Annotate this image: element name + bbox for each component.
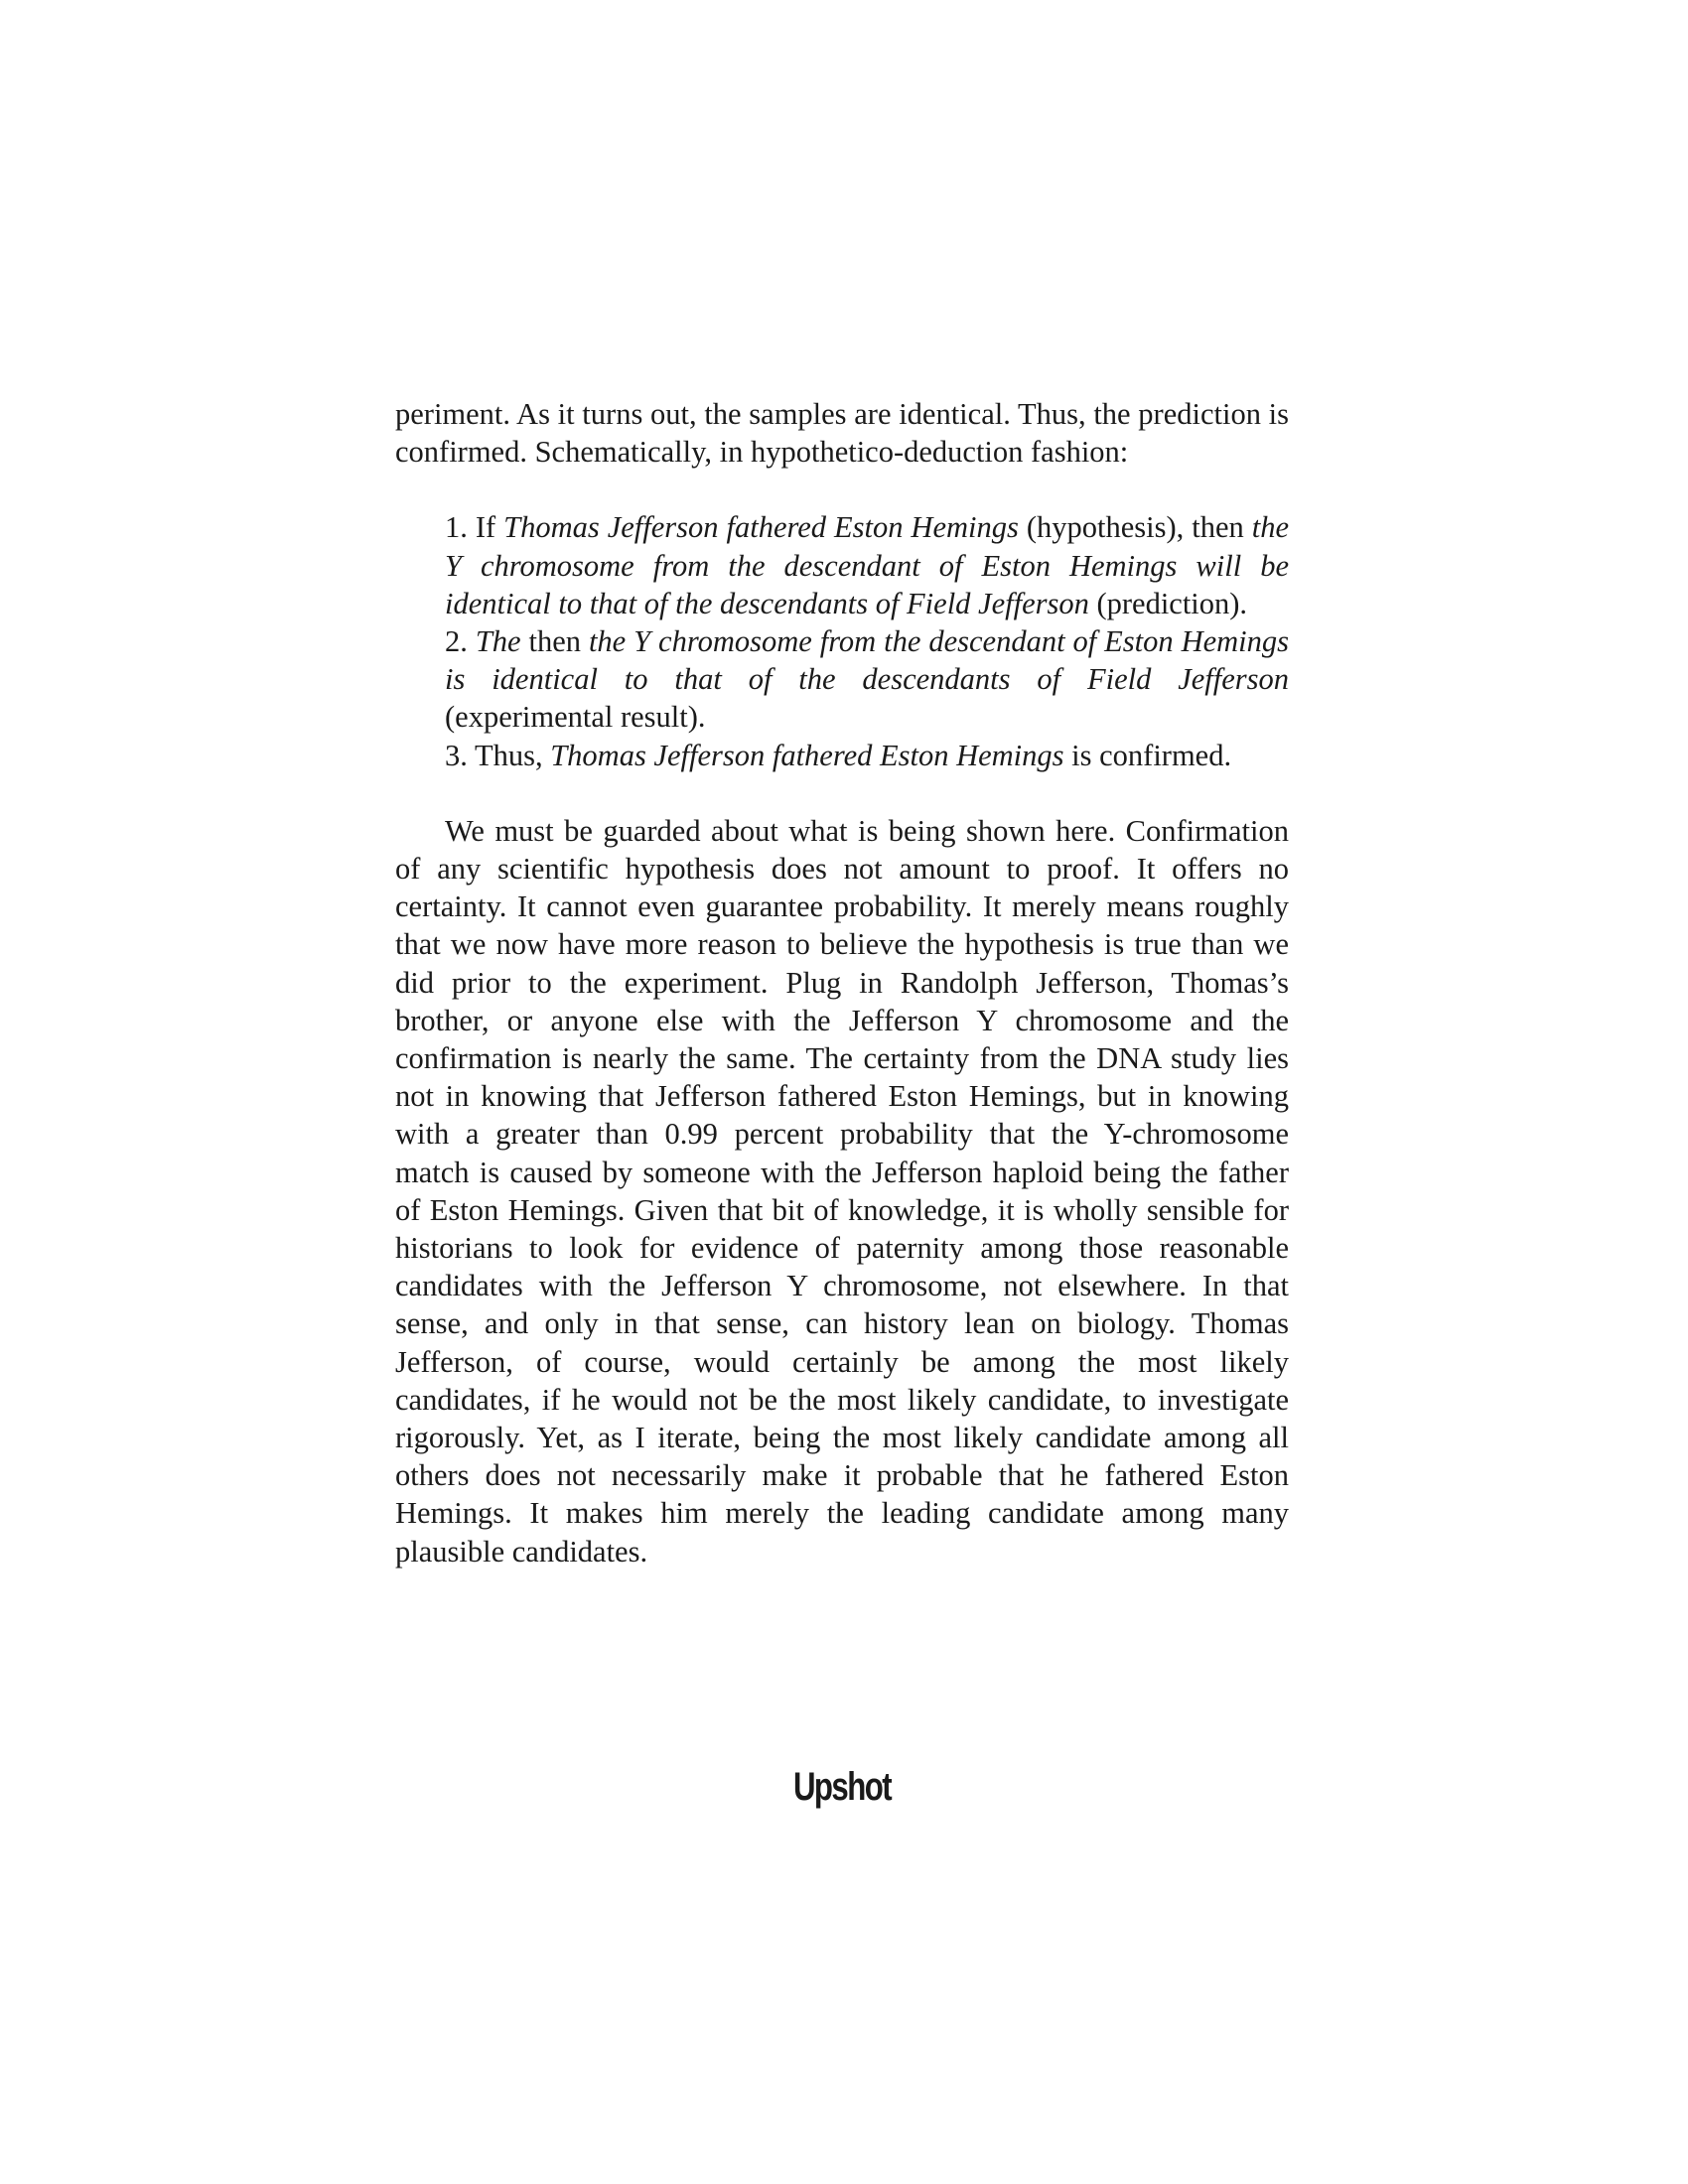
step-2-result-label: (experimental result).	[445, 700, 706, 735]
step-3-conclusion: Thomas Jefferson fathered Eston Hemings	[550, 738, 1064, 772]
step-1-prediction: the Y chromosome from the descendant of Eston Hemings will be identical to that of the descendants of Field Jefferson	[445, 510, 1289, 620]
body-paragraph: We must be guarded about what is being shown here. Confirmation of any scientific hypothesis does not amount to proof. It offers no certainty. It cannot even guarantee probability. It merely means roughly that we now have more reason to believe the hypothesis is true than we did prior to the experiment. Plug in Randolph Jefferson, Thomas’s brother, or anyone else with the Jefferson Y chromosome and the confirmation is nearly the same. The certainty from the DNA study lies not in knowing that Jefferson fathered Eston Hemings, but in knowing with a greater than 0.99 percent probability that the Y-chromosome match is caused by someone with the Jefferson haploid being the father of Eston Hemings. Given that bit of knowledge, it is wholly sensible for historians to look for evidence of paternity among those reasonable candidates with the Jefferson Y chromosome, not elsewhere. In that sense, and only in that sense, can history lean on biology. Thomas Jefferson, of course, would certainly be among the most likely candidates, if he would not be the most likely candidate, to investigate rigorously. Yet, as I iterate, being the most likely candidate among all others does not necessarily make it probable that he fathered Eston Hemings. It makes him merely the leading candidate among many plausible candidates.	[395, 813, 1289, 1569]
step-1-number: 1. If	[445, 510, 504, 545]
section-heading: Upshot	[792, 1765, 892, 1809]
step-2-the-word: The	[475, 624, 521, 659]
step-2-number: 2.	[445, 624, 476, 659]
step-2-then-word: then	[520, 624, 589, 659]
schema-step-1	[445, 508, 1289, 622]
step-1-hypothesis-label: (hypothesis), then	[1018, 510, 1252, 545]
schema-step-2	[445, 622, 1289, 737]
step-2-result: the Y chromosome from the descendant of Eston Hemings is identical to that of the descendants of Field Jefferson	[445, 624, 1289, 697]
step-1-hypothesis: Thomas Jefferson fathered Eston Hemings	[503, 510, 1019, 545]
step-3-tail: is confirmed.	[1063, 738, 1232, 772]
hypothetico-deductive-schema	[445, 508, 1289, 773]
page-body	[395, 395, 1289, 1570]
intro-paragraph: periment. As it turns out, the samples are identical. Thus, the prediction is confirmed. Schematically, in hypothetico-deduction fashion:	[395, 397, 1289, 470]
schema-step-3	[445, 737, 1289, 774]
step-3-number: 3. Thus,	[445, 738, 551, 772]
step-1-prediction-label: (prediction).	[1088, 586, 1248, 620]
